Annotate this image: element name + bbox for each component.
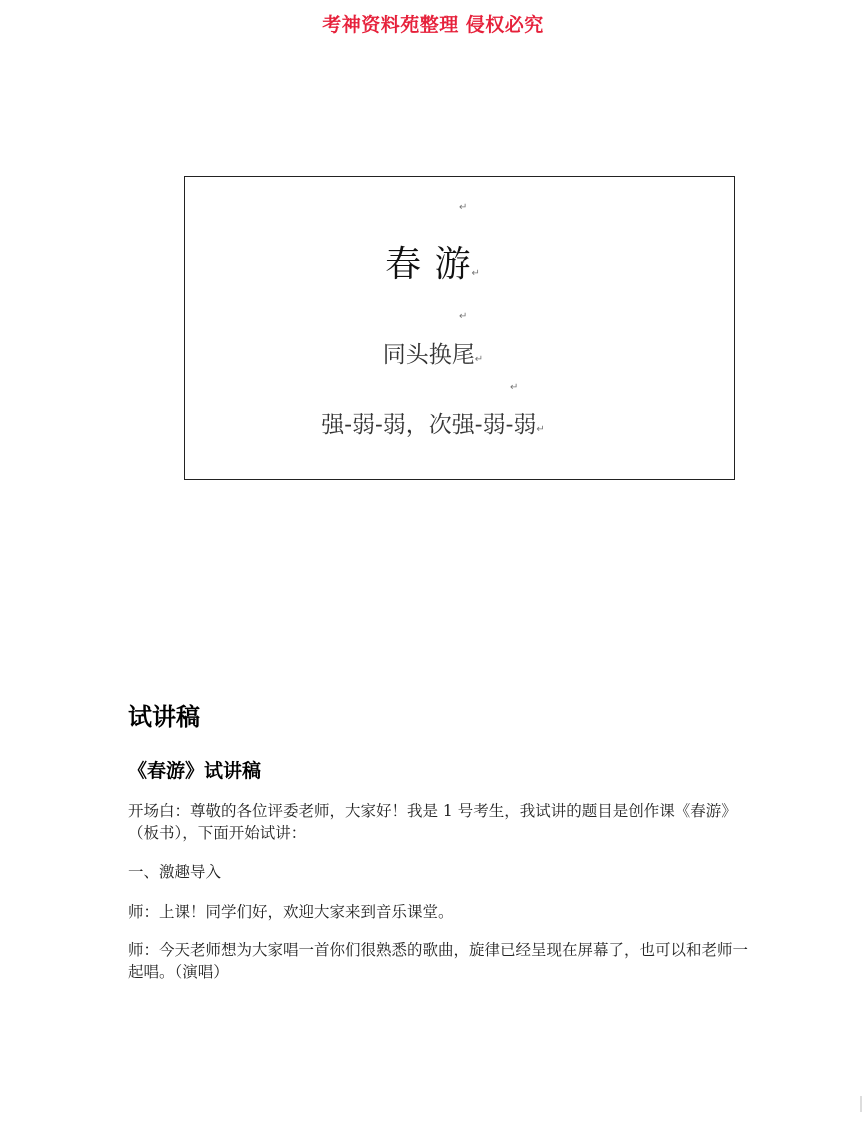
board-title-text: 春 游 [385, 244, 472, 285]
paragraph-mark-icon: ↵ [536, 424, 545, 435]
paragraph-mark-icon: ↵ [459, 202, 468, 213]
paragraph-opening: 开场白：尊敬的各位评委老师，大家好！我是 1 号考生，我试讲的题目是创作课《春游》（板书），下面开始试讲： [128, 802, 737, 842]
page-edge-mark [860, 1096, 862, 1112]
paragraph-mark-icon: ↵ [510, 382, 519, 393]
board-title [0, 236, 866, 287]
section-title: 试讲稿 [128, 703, 200, 731]
paragraph-greeting: 师：上课！同学们好，欢迎大家来到音乐课堂。 [128, 903, 454, 921]
paragraph-mark-icon: ↵ [459, 311, 468, 322]
board-subtitle-2 [0, 406, 866, 439]
board-subtitle-1 [0, 336, 866, 369]
paragraph-mark-icon: ↵ [474, 354, 484, 365]
watermark-header: 考神资料苑整理 侵权必究 [322, 14, 544, 36]
board-subtitle-1-text: 同头换尾 [382, 342, 475, 368]
paragraph-song-intro: 师：今天老师想为大家唱一首你们很熟悉的歌曲，旋律已经呈现在屏幕了，也可以和老师一起唱。（演唱） [128, 941, 749, 981]
sub-title: 《春游》试讲稿 [128, 760, 262, 782]
paragraph-step-heading: 一、激趣导入 [128, 863, 222, 881]
board-subtitle-2-text: 强-弱-弱，次强-弱-弱 [321, 412, 537, 438]
paragraph-mark-icon: ↵ [471, 268, 481, 279]
